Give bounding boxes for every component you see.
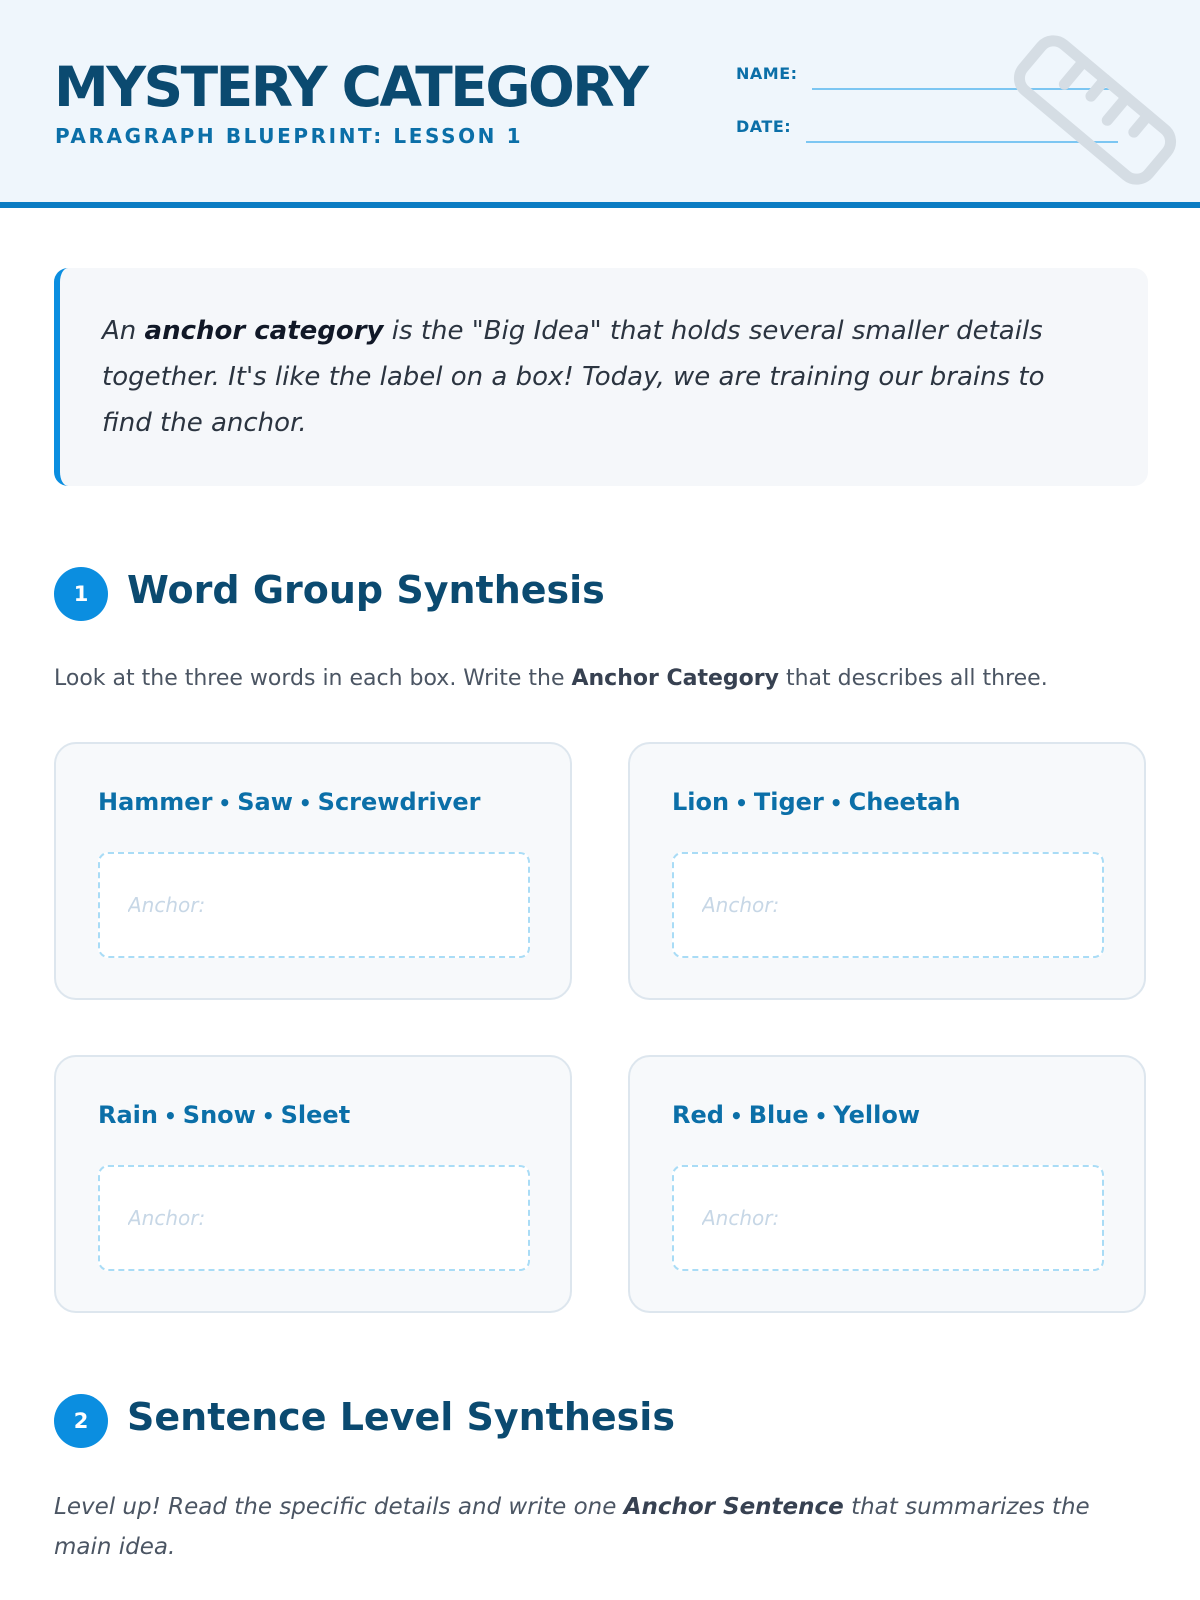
instruction-pre: Level up! Read the specific details and write one xyxy=(54,1494,624,1520)
word: Sleet xyxy=(280,1101,351,1129)
anchor-input[interactable] xyxy=(674,854,1102,956)
word: Hammer xyxy=(98,788,213,816)
section-2-number: 2 xyxy=(54,1394,108,1448)
word-group-words xyxy=(98,1101,350,1129)
section-1-title: Word Group Synthesis xyxy=(127,568,605,612)
anchor-answer-box xyxy=(98,1165,530,1271)
intro-text-post: is the "Big Idea" that holds several smaller details together. It's like the label on a box! Today, we are training our brains to find the anchor. xyxy=(102,316,1045,438)
section-1-instruction xyxy=(54,666,1048,691)
instruction-bold: Anchor Category xyxy=(571,666,779,691)
section-2-title: Sentence Level Synthesis xyxy=(127,1395,675,1439)
word: Snow xyxy=(182,1101,256,1129)
anchor-input[interactable] xyxy=(674,1167,1102,1269)
word: Red xyxy=(672,1101,724,1129)
name-label: NAME: xyxy=(736,64,798,83)
word: Screwdriver xyxy=(317,788,481,816)
anchor-input[interactable] xyxy=(100,1167,528,1269)
word: Yellow xyxy=(833,1101,920,1129)
intro-term: anchor category xyxy=(144,316,384,346)
bullet-separator: • xyxy=(735,791,748,815)
word-group-words xyxy=(672,1101,920,1129)
bullet-separator: • xyxy=(829,791,843,815)
anchor-input[interactable] xyxy=(100,854,528,956)
intro-text xyxy=(102,308,1102,446)
word: Blue xyxy=(748,1101,809,1129)
word: Rain xyxy=(98,1101,158,1129)
word: Tiger xyxy=(753,788,824,816)
anchor-answer-box xyxy=(672,1165,1104,1271)
intro-callout xyxy=(54,268,1148,486)
section-2-instruction xyxy=(54,1487,1144,1567)
section-1-number: 1 xyxy=(54,567,108,621)
bullet-separator: • xyxy=(814,1104,828,1128)
word-group-card xyxy=(628,742,1146,1000)
word: Saw xyxy=(237,788,293,816)
word: Cheetah xyxy=(848,788,961,816)
page-title: MYSTERY CATEGORY xyxy=(54,55,647,119)
ruler-icon xyxy=(1010,30,1180,190)
word-group-card xyxy=(54,742,572,1000)
bullet-separator: • xyxy=(261,1104,275,1128)
word-group-card xyxy=(628,1055,1146,1313)
word-group-words xyxy=(98,788,480,816)
instruction-post: that summarizes the main idea. xyxy=(54,1494,1090,1560)
instruction-post: that describes all three. xyxy=(778,666,1048,691)
bullet-separator: • xyxy=(729,1104,743,1128)
word-group-words xyxy=(672,788,961,816)
anchor-answer-box xyxy=(672,852,1104,958)
bullet-separator: • xyxy=(298,791,312,815)
bullet-separator: • xyxy=(218,791,232,815)
page-subtitle: PARAGRAPH BLUEPRINT: LESSON 1 xyxy=(55,124,524,148)
word: Lion xyxy=(672,788,730,816)
bullet-separator: • xyxy=(164,1104,177,1128)
date-label: DATE: xyxy=(736,117,792,136)
worksheet-header xyxy=(0,0,1200,208)
instruction-pre: Look at the three words in each box. Write the xyxy=(54,666,572,691)
word-group-card xyxy=(54,1055,572,1313)
intro-text-pre: An xyxy=(102,316,145,346)
anchor-answer-box xyxy=(98,852,530,958)
instruction-bold: Anchor Sentence xyxy=(623,1494,844,1520)
